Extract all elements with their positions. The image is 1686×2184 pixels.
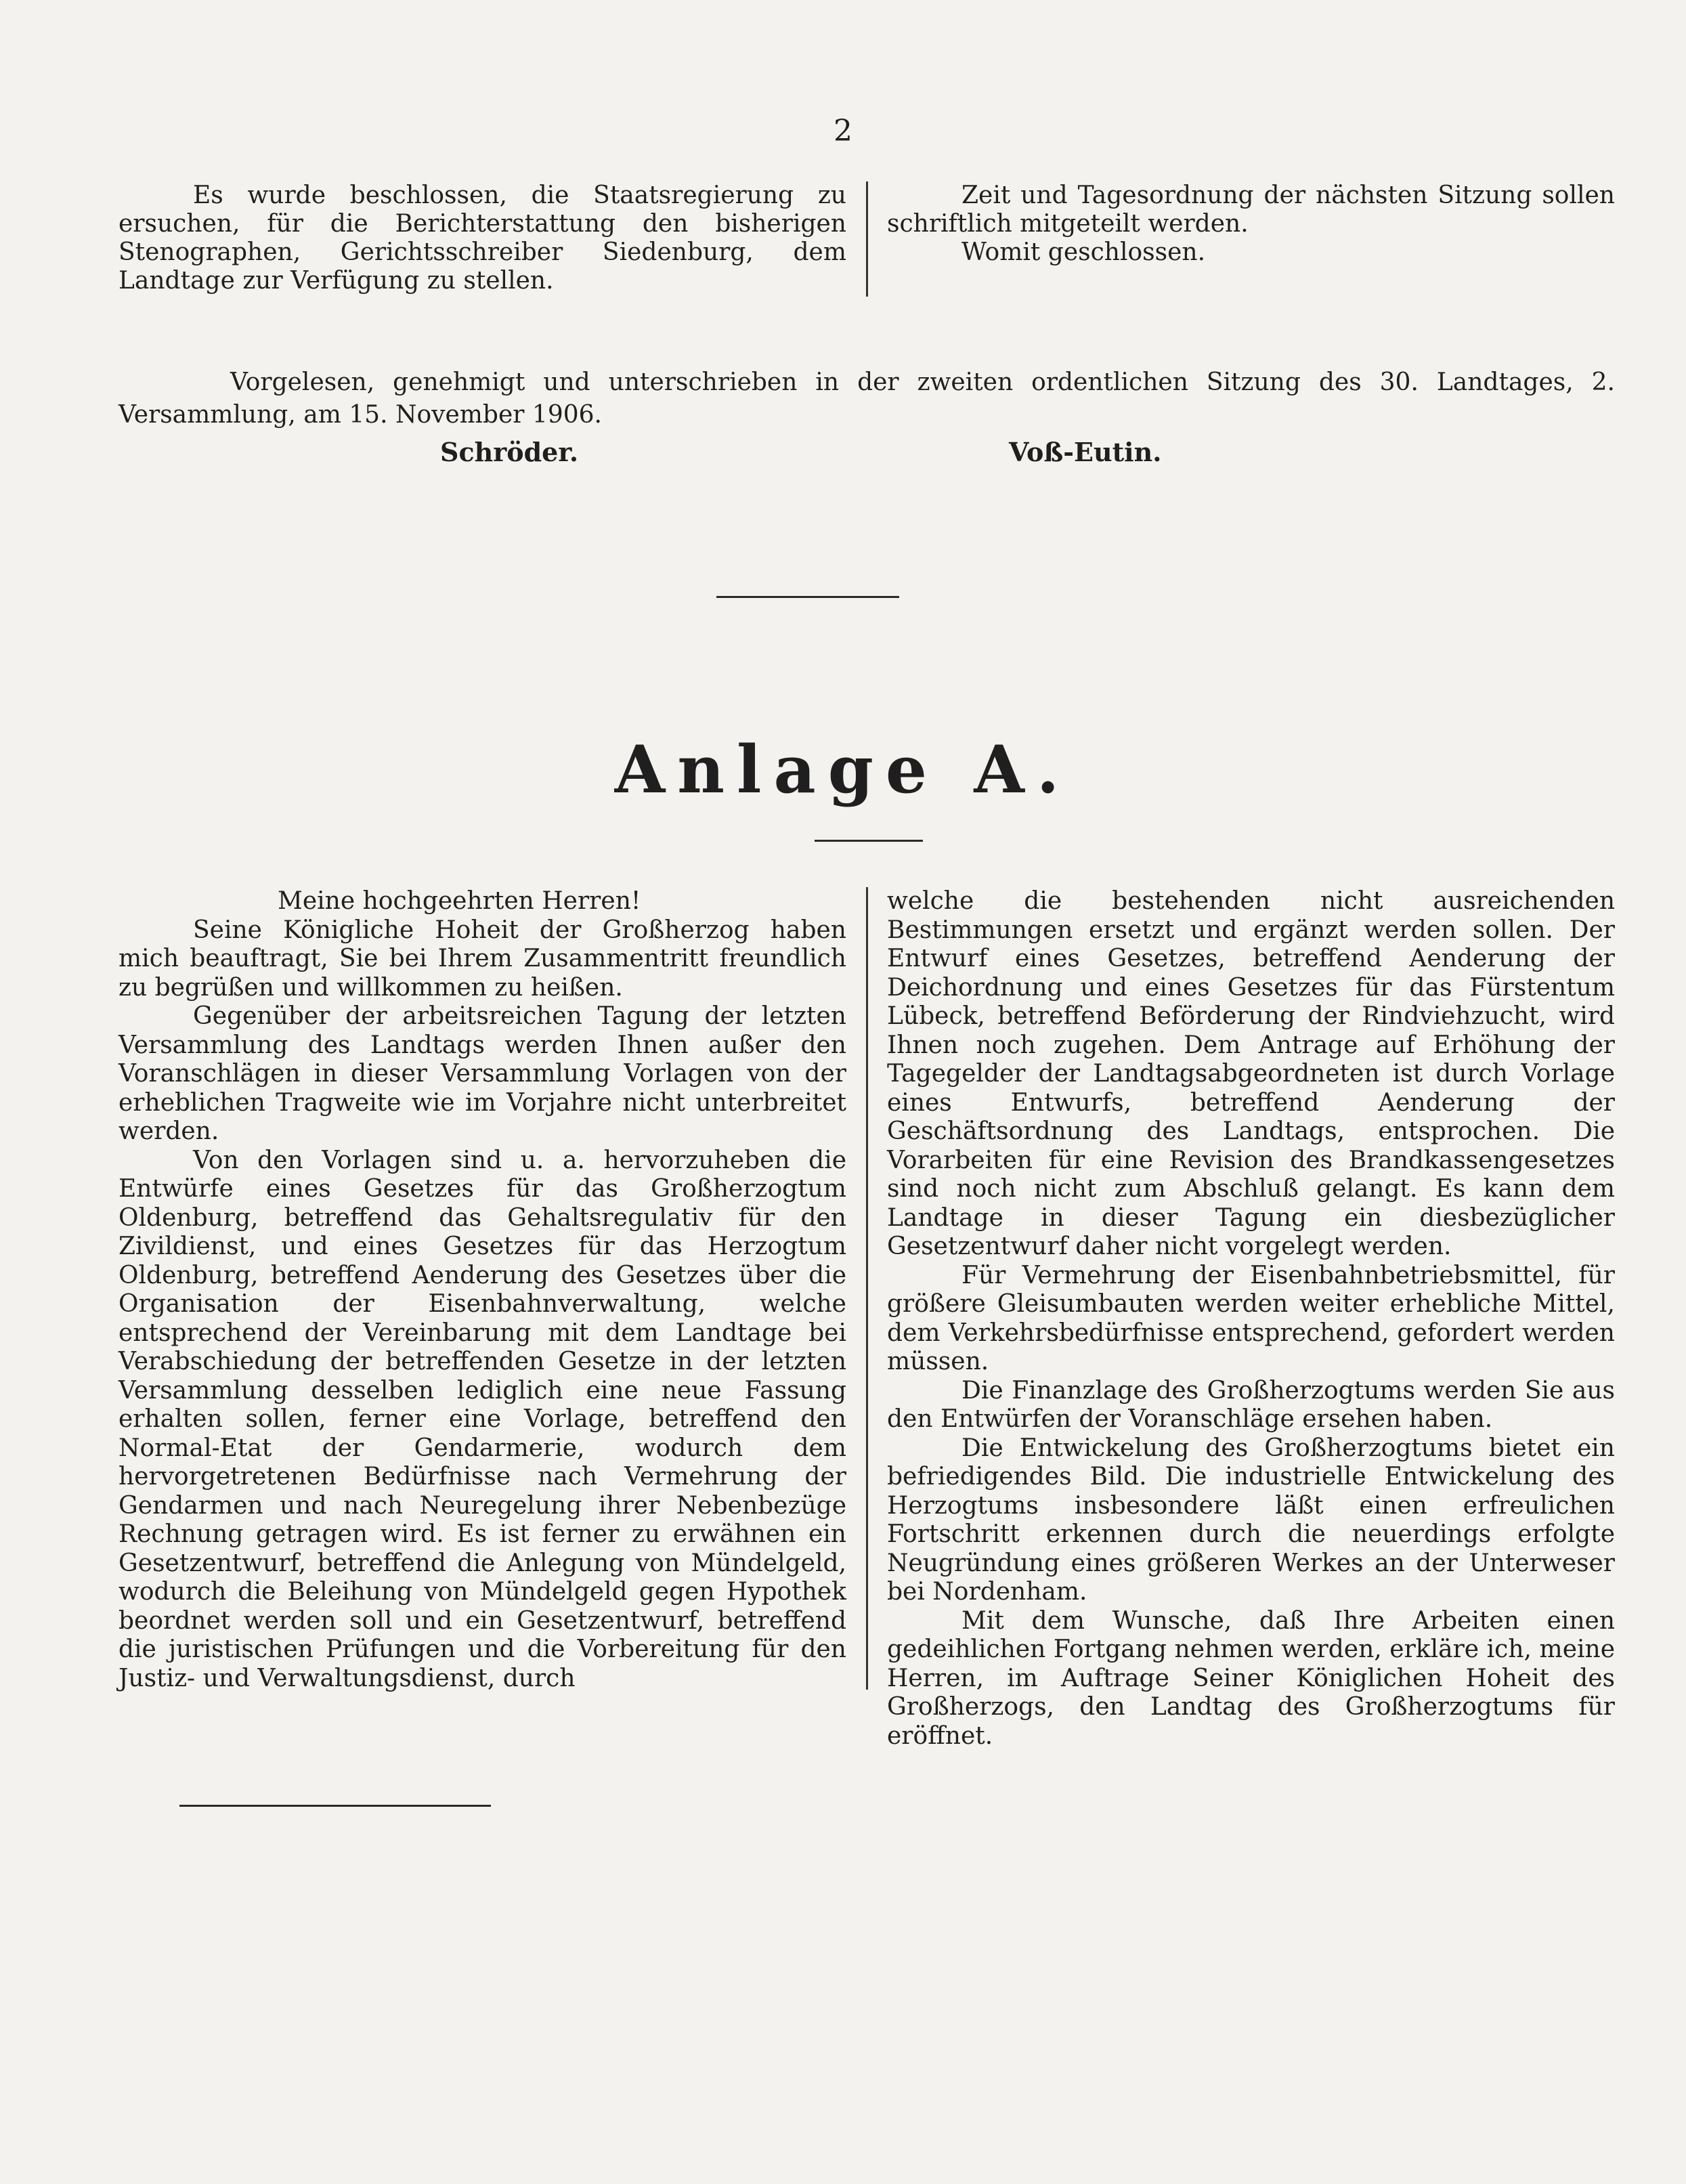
top-section bbox=[118, 181, 1615, 297]
speech-right-column bbox=[887, 887, 1615, 1750]
speech-body bbox=[118, 887, 1615, 1750]
speech-paragraph: Mit dem Wunsche, daß Ihre Arbeiten einen gedeihlichen Fortgang nehmen werden, erkläre ich, meine Herren, im Auftrage Seiner Königlichen Hoheit des Großherzogs, den Landtag des Großherzogtums für eröffnet. bbox=[887, 1606, 1615, 1750]
salutation: Meine hochgeehrten Herren! bbox=[278, 887, 641, 915]
speech-paragraph: Die Entwickelung des Großherzogtums bietet ein befriedigendes Bild. Die industrielle Entwickelung des Herzogtums insbesondere läßt einen erfreulichen Fortschritt erkennen durch die neuerdings erfolgte Neugründung eines größeren Werkes an der Unterweser bei Nordenham. bbox=[887, 1434, 1615, 1606]
resolution-paragraph: Es wurde beschlossen, die Staatsregierung zu ersuchen, für die Berichterstattung den bisherigen Stenographen, Gerichtsschreiber Siedenburg, dem Landtage zur Verfügung zu stellen. bbox=[118, 181, 846, 295]
speech-paragraph: Die Finanzlage des Großherzogtums werden Sie aus den Entwürfen der Voranschläge ersehen haben. bbox=[887, 1376, 1615, 1433]
speech-paragraph: Von den Vorlagen sind u. a. hervorzuheben die Entwürfe eines Gesetzes für das Großherzogtum Oldenburg, betreffend das Gehaltsregulativ für den Zivildienst, und eines Gesetzes für das Herzogtum Oldenburg, betreffend Aenderung des Gesetzes über die Organisation der Eisenbahnverwaltung, welche entsprechend der Vereinbarung mit dem Landtage bei Verabschiedung der betreffenden Gesetze in der letzten Versammlung desselben lediglich eine neue Fassung erhalten sollen, ferner eine Vorlage, betreffend den Normal-Etat der Gendarmerie, wodurch dem hervorgetretenen Bedürfnisse nach Vermehrung der Gendarmen und nach Neuregelung ihrer Nebenbezüge Rechnung getragen wird. Es ist ferner zu erwähnen ein Gesetzentwurf, betreffend die Anlegung von Mündelgeld, wodurch die Beleihung von Mündelgeld gegen Hypothek beordnet werden soll und ein Gesetzentwurf, betreffend die juristischen Prüfungen und die Vorbereitung für den Justiz- und Verwaltungsdienst, durch bbox=[118, 1146, 846, 1692]
title-underline bbox=[815, 840, 923, 842]
footer-divider bbox=[179, 1805, 491, 1807]
schedule-paragraph: Zeit und Tagesordnung der nächsten Sitzung sollen schriftlich mitgeteilt werden. bbox=[887, 181, 1615, 238]
signature-voss: Voß-Eutin. bbox=[1009, 437, 1162, 467]
speech-paragraph: Gegenüber der arbeitsreichen Tagung der letzten Versammlung des Landtags werden Ihnen außer den Voranschlägen in dieser Versammlung Vorlagen von der erheblichen Tragweite wie im Vorjahre nicht unterbreitet werden. bbox=[118, 1002, 846, 1145]
signature-schroeder: Schröder. bbox=[440, 437, 579, 467]
top-right-column bbox=[887, 181, 1615, 297]
speech-paragraph: Für Vermehrung der Eisenbahnbetriebsmittel, für größere Gleisumbauten werden weiter erhebliche Mittel, dem Verkehrsbedürfnisse entsprechend, gefordert werden müssen. bbox=[887, 1261, 1615, 1375]
column-divider bbox=[866, 887, 868, 1690]
approval-paragraph: Vorgelesen, genehmigt und unterschrieben in der zweiten ordentlichen Sitzung des 30. Landtages, 2. Versammlung, am 15. November 1906. bbox=[118, 368, 1615, 429]
page-number: 2 bbox=[834, 114, 852, 148]
section-divider bbox=[716, 596, 899, 598]
column-divider bbox=[866, 181, 868, 297]
speech-paragraph: Seine Königliche Hoheit der Großherzog haben mich beauftragt, Sie bei Ihrem Zusammentritt freundlich zu begrüßen und willkommen zu heißen. bbox=[118, 916, 846, 1002]
speech-left-column bbox=[118, 887, 846, 1690]
closing-paragraph: Womit geschlossen. bbox=[961, 238, 1206, 266]
top-left-column bbox=[118, 181, 846, 297]
annex-title: Anlage A. bbox=[614, 731, 1072, 808]
speech-paragraph: welche die bestehenden nicht ausreichenden Bestimmungen ersetzt und ergänzt werden sollen. Der Entwurf eines Gesetzes, betreffend Aenderung der Deichordnung und eines Gesetzes für das Fürstentum Lübeck, betreffend Beförderung der Rindviehzucht, wird Ihnen noch zugehen. Dem Antrage auf Erhöhung der Tagegelder der Landtagsabgeordneten ist durch Vorlage eines Entwurfs, betreffend Aenderung der Geschäftsordnung des Landtags, entsprochen. Die Vorarbeiten für eine Revision des Brandkassengesetzes sind noch nicht zum Abschluß gelangt. Es kann dem Landtage in dieser Tagung ein diesbezüglicher Gesetzentwurf daher nicht vorgelegt werden. bbox=[887, 887, 1615, 1260]
